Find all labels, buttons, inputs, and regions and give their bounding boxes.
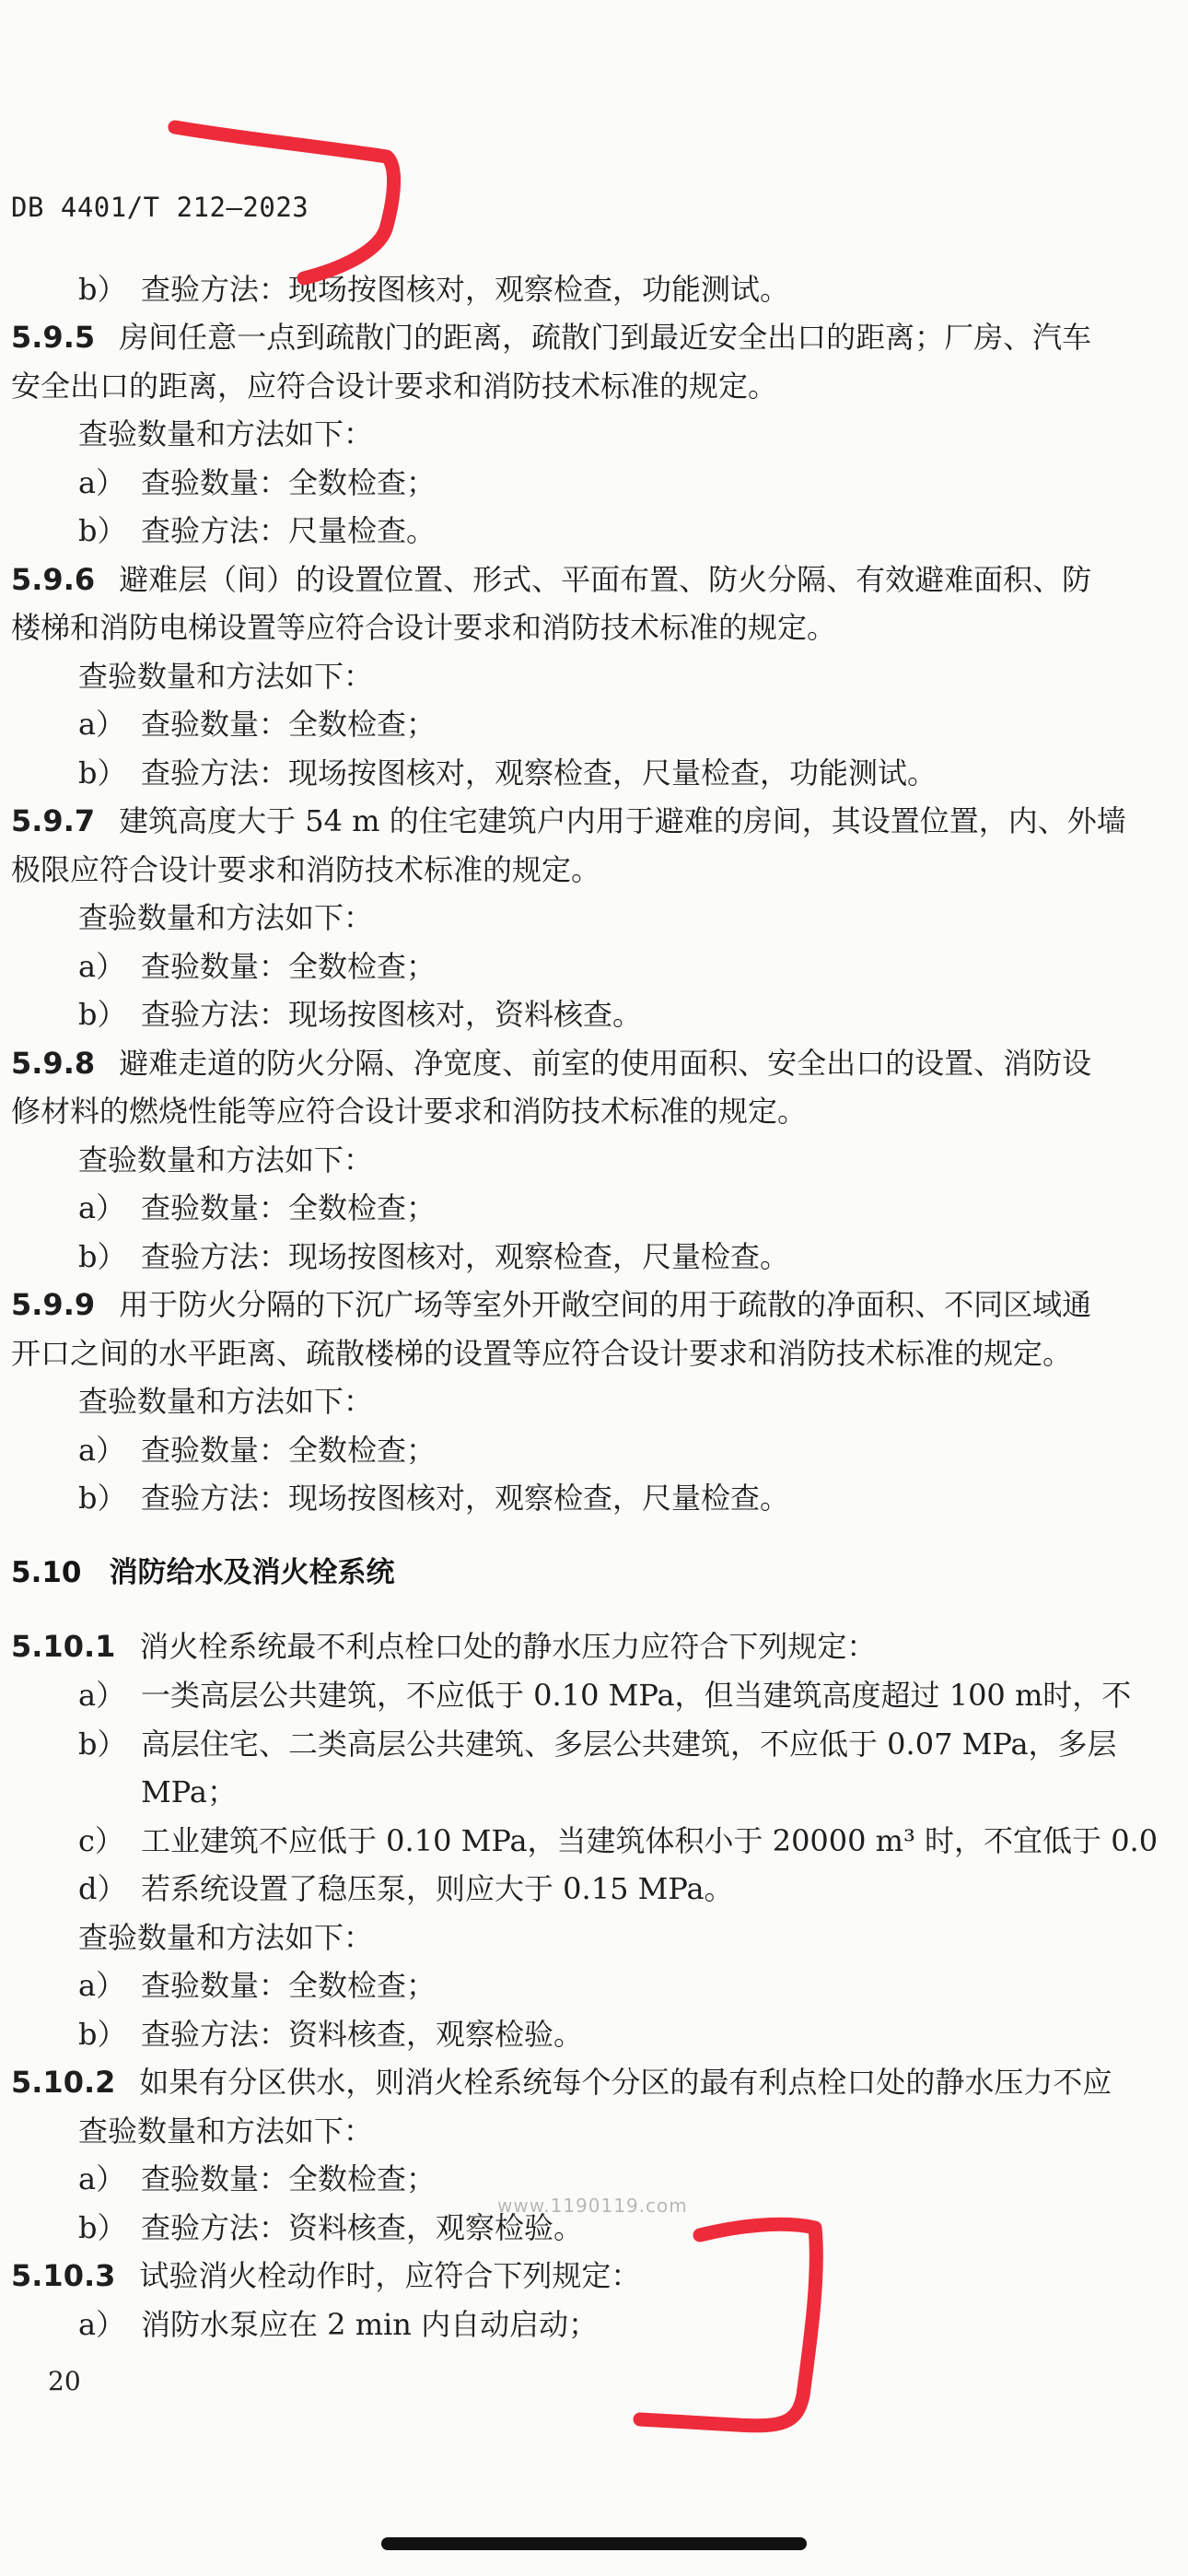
clause-number: 5.9.6 — [11, 562, 96, 597]
list-item: a） 一类高层公共建筑，不应低于 0.10 MPa，但当建筑高度超过 100 m时，不 — [78, 1678, 1132, 1713]
clause-number: 5.10.1 — [11, 1629, 116, 1664]
list-marker: a） — [78, 707, 126, 742]
list-item: a） 查验数量：全数检查； — [78, 707, 437, 742]
clause-number: 5.9.5 — [11, 320, 96, 355]
clause-5-10-1: 5.10.1 消火栓系统最不利点栓口处的静水压力应符合下列规定： — [11, 1629, 877, 1664]
list-marker: a） — [78, 2307, 126, 2342]
clause-5-10-2: 5.10.2 如果有分区供水，则消火栓系统每个分区的最有利点栓口处的静水压力不应 — [11, 2065, 1112, 2100]
clause-5-9-7: 5.9.7 建筑高度大于 54 m 的住宅建筑户内用于避难的房间，其设置位置，内、外墙 — [11, 803, 1126, 838]
list-marker: a） — [78, 1190, 126, 1225]
list-item: a） 查验数量：全数检查； — [78, 1433, 437, 1468]
red-bracket-bottom — [640, 2224, 816, 2425]
list-marker: a） — [78, 1433, 126, 1468]
clause-number: 5.9.9 — [11, 1287, 96, 1322]
list-item: b） 查验方法：现场按图核对，观察检查，尺量检查，功能测试。 — [78, 755, 938, 790]
list-item: a） 查验数量：全数检查； — [78, 1968, 437, 2003]
list-item: b） 查验方法：现场按图核对，观察检查，尺量检查。 — [78, 1239, 790, 1274]
list-marker: d） — [78, 1871, 127, 1906]
clause-5-9-9: 5.9.9 用于防火分隔的下沉广场等室外开敞空间的用于疏散的净面积、不同区域通 — [11, 1287, 1092, 1322]
list-marker: a） — [78, 949, 126, 984]
list-item: a） 查验数量：全数检查； — [78, 1190, 437, 1225]
list-item: b） 查验方法：现场按图核对，观察检查，尺量检查。 — [78, 1481, 790, 1516]
paragraph-line: 查验数量和方法如下： — [78, 416, 374, 451]
clause-number: 5.10.3 — [11, 2258, 116, 2293]
document-id: DB 4401/T 212—2023 — [11, 192, 309, 223]
list-marker: a） — [78, 2161, 126, 2196]
clause-number: 5.9.8 — [11, 1046, 96, 1081]
clause-5-9-8: 5.9.8 避难走道的防火分隔、净宽度、前室的使用面积、安全出口的设置、消防设 — [11, 1046, 1092, 1081]
list-item: c） 工业建筑不应低于 0.10 MPa，当建筑体积小于 20000 m³ 时，不宜低于 0.0 — [78, 1823, 1159, 1858]
paragraph-line: 查验数量和方法如下： — [78, 1142, 374, 1177]
list-item: b） 查验方法：现场按图核对，观察检查，功能测试。 — [78, 272, 790, 307]
clause-5-9-6: 5.9.6 避难层（间）的设置位置、形式、平面布置、防火分隔、有效避难面积、防 — [11, 562, 1092, 597]
list-marker: a） — [78, 1678, 126, 1713]
clause-5-9-5: 5.9.5 房间任意一点到疏散门的距离，疏散门到最近安全出口的距离；厂房、汽车 — [11, 320, 1092, 355]
list-item: a） 消防水泵应在 2 min 内自动启动； — [78, 2307, 599, 2342]
list-item: a） 查验数量：全数检查； — [78, 949, 437, 984]
paragraph-line: 修材料的燃烧性能等应符合设计要求和消防技术标准的规定。 — [11, 1094, 808, 1129]
list-marker: b） — [78, 1481, 127, 1516]
list-marker: b） — [78, 1727, 127, 1762]
clause-5-10-3: 5.10.3 试验消火栓动作时，应符合下列规定： — [11, 2258, 641, 2293]
list-item: b） 查验方法：现场按图核对，资料核查。 — [78, 997, 643, 1032]
paragraph-line: 楼梯和消防电梯设置等应符合设计要求和消防技术标准的规定。 — [11, 610, 837, 645]
list-item: b） 查验方法：资料核查，观察检验。 — [78, 2017, 584, 2052]
list-marker: c） — [78, 1823, 124, 1858]
clause-number: 5.9.7 — [11, 803, 96, 838]
paragraph-line: 开口之间的水平距离、疏散楼梯的设置等应符合设计要求和消防技术标准的规定。 — [11, 1336, 1073, 1371]
list-marker: b） — [78, 272, 127, 307]
list-item: b） 查验方法：资料核查，观察检验。 — [78, 2210, 584, 2245]
watermark: www.1190119.com — [497, 2195, 688, 2217]
paragraph-line: 查验数量和方法如下： — [78, 900, 374, 935]
list-marker: a） — [78, 1968, 126, 2003]
list-marker: b） — [78, 2210, 127, 2245]
paragraph-line: 查验数量和方法如下： — [78, 1384, 374, 1419]
list-marker: b） — [78, 1239, 127, 1274]
paragraph-line: 查验数量和方法如下： — [78, 1920, 374, 1955]
list-item: d） 若系统设置了稳压泵，则应大于 0.15 MPa。 — [78, 1871, 734, 1906]
paragraph-line: 极限应符合设计要求和消防技术标准的规定。 — [11, 852, 601, 887]
list-marker: b） — [78, 997, 127, 1032]
list-marker: b） — [78, 513, 127, 548]
home-indicator[interactable] — [381, 2537, 807, 2550]
list-marker: b） — [78, 2017, 127, 2052]
list-item-continuation: MPa； — [141, 1774, 237, 1809]
list-item: a） 查验数量：全数检查； — [78, 465, 437, 500]
page-number: 20 — [48, 2366, 81, 2396]
red-bracket-top — [175, 127, 394, 278]
list-item: b） 高层住宅、二类高层公共建筑、多层公共建筑，不应低于 0.07 MPa，多层 — [78, 1727, 1117, 1762]
section-heading-5-10: 5.10 消防给水及消火栓系统 — [11, 1556, 395, 1589]
paragraph-line: 安全出口的距离，应符合设计要求和消防技术标准的规定。 — [11, 369, 778, 404]
list-marker: b） — [78, 755, 127, 790]
section-number: 5.10 — [11, 1556, 82, 1589]
paragraph-line: 查验数量和方法如下： — [78, 659, 374, 694]
list-item: b） 查验方法：尺量检查。 — [78, 513, 437, 548]
list-item: a） 查验数量：全数检查； — [78, 2161, 437, 2196]
clause-number: 5.10.2 — [11, 2065, 116, 2100]
paragraph-line: 查验数量和方法如下： — [78, 2113, 374, 2149]
list-marker: a） — [78, 465, 126, 500]
